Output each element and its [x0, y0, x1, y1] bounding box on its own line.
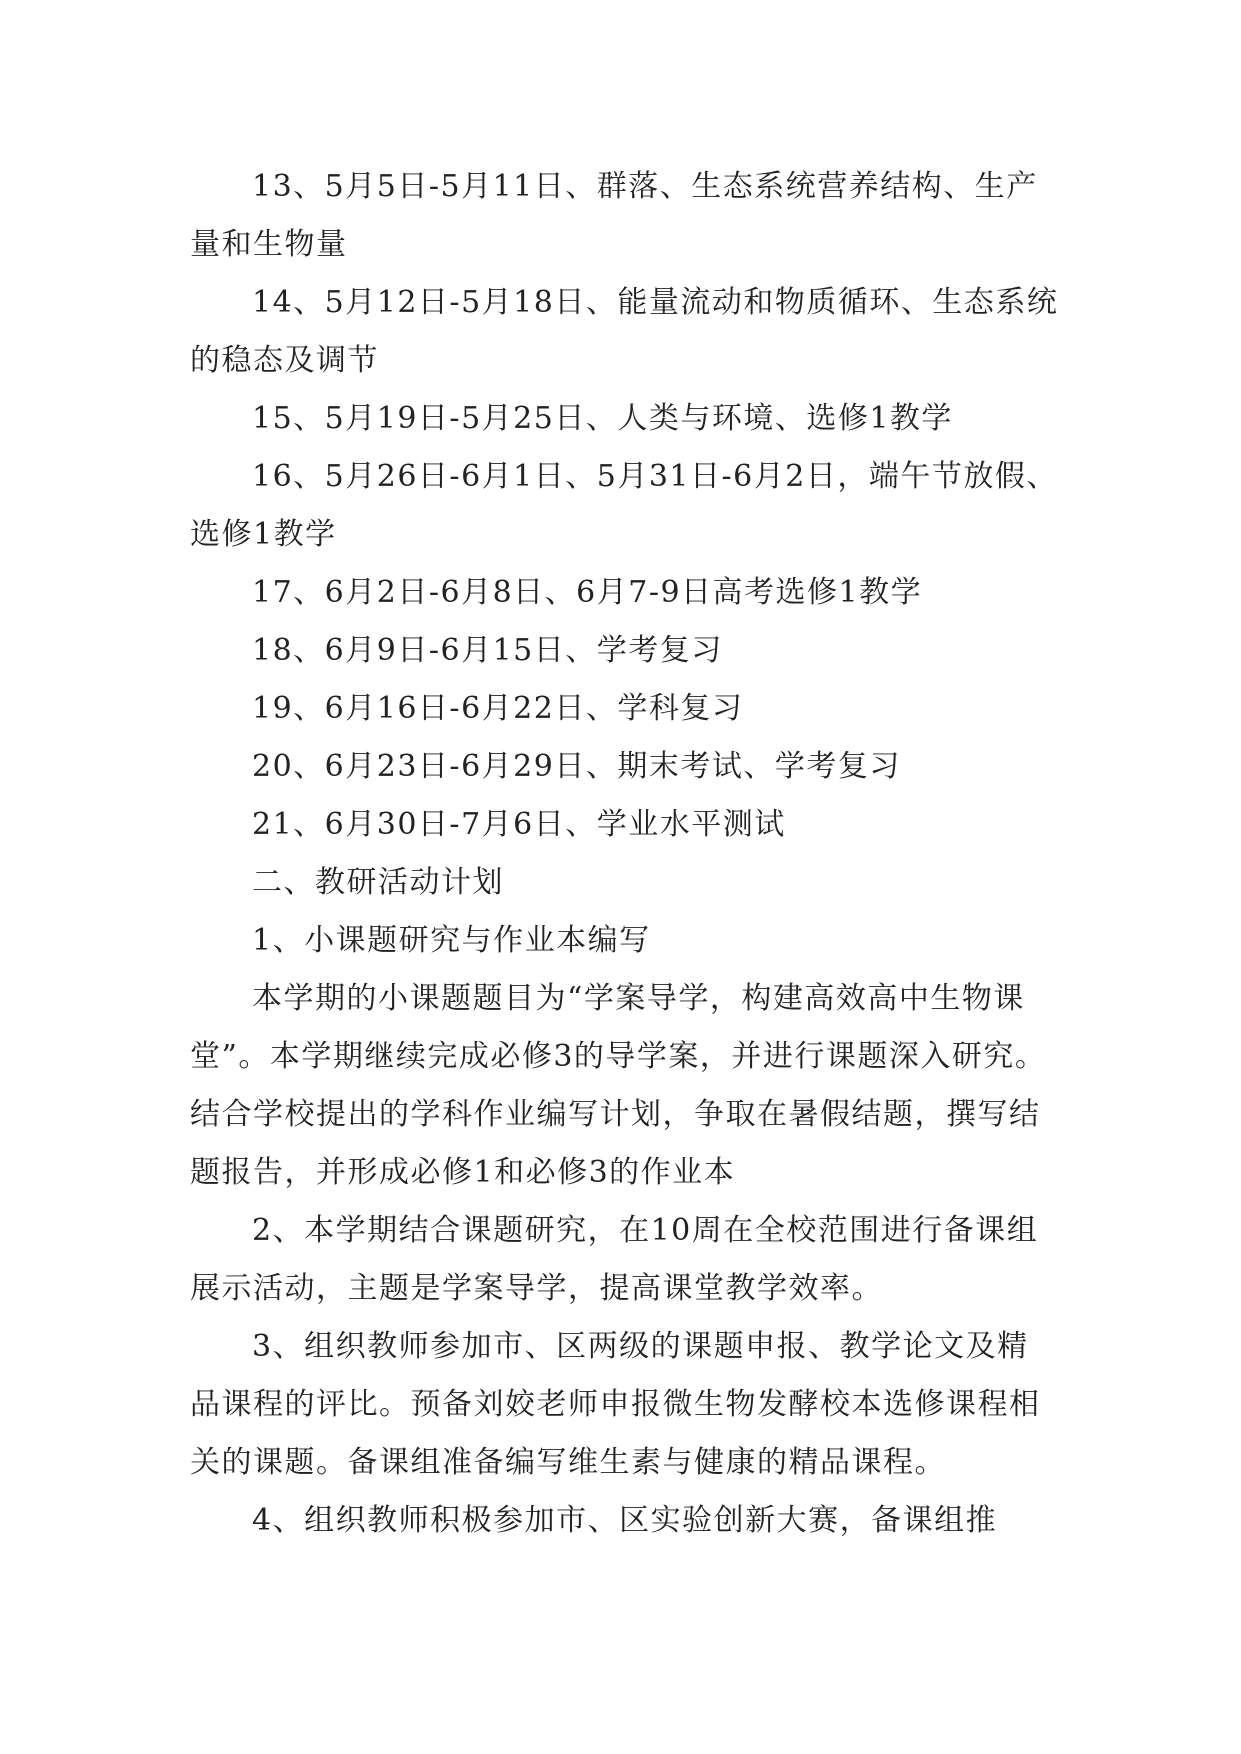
schedule-item-13: 13、5月5日-5月11日、群落、生态系统营养结构、生产量和生物量 — [190, 169, 1038, 262]
document-body — [190, 158, 1060, 1550]
schedule-item-21: 21、6月30日-7月6日、学业水平测试 — [252, 807, 786, 842]
schedule-item-17: 17、6月2日-6月8日、6月7-9日高考选修1教学 — [252, 575, 923, 610]
paragraph-plan-item-4: 4、组织教师积极参加市、区实验创新大赛，备课组推 — [252, 1503, 998, 1538]
paragraph-plan-item-2: 2、本学期结合课题研究，在10周在全校范围进行备课组展示活动，主题是学案导学，提高课堂教学效率。 — [190, 1213, 1039, 1306]
schedule-item-18: 18、6月9日-6月15日、学考复习 — [252, 633, 723, 668]
section-heading-research-plan: 二、教研活动计划 — [252, 865, 504, 900]
paragraph-small-topic-description: 本学期的小课题题目为“学案导学，构建高效高中生物课堂”。本学期继续完成必修3的导学案，并进行课题深入研究。结合学校提出的学科作业编写计划，争取在暑假结题，撰写结题报告，并形成必修1和必修3的作业本 — [190, 981, 1047, 1190]
schedule-item-16: 16、5月26日-6月1日、5月31日-6月2日，端午节放假、选修1教学 — [190, 459, 1058, 552]
schedule-item-14: 14、5月12日-5月18日、能量流动和物质循环、生态系统的稳态及调节 — [190, 285, 1059, 378]
schedule-item-20: 20、6月23日-6月29日、期末考试、学考复习 — [252, 749, 901, 784]
subheading-small-topic-research: 1、小课题研究与作业本编写 — [252, 923, 651, 958]
paragraph-plan-item-3: 3、组织教师参加市、区两级的课题申报、教学论文及精品课程的评比。预备刘姣老师申报微生物发酵校本选修课程相关的课题。备课组准备编写维生素与健康的精品课程。 — [190, 1329, 1041, 1480]
schedule-item-15: 15、5月19日-5月25日、人类与环境、选修1教学 — [252, 401, 953, 436]
schedule-item-19: 19、6月16日-6月22日、学科复习 — [252, 691, 744, 726]
